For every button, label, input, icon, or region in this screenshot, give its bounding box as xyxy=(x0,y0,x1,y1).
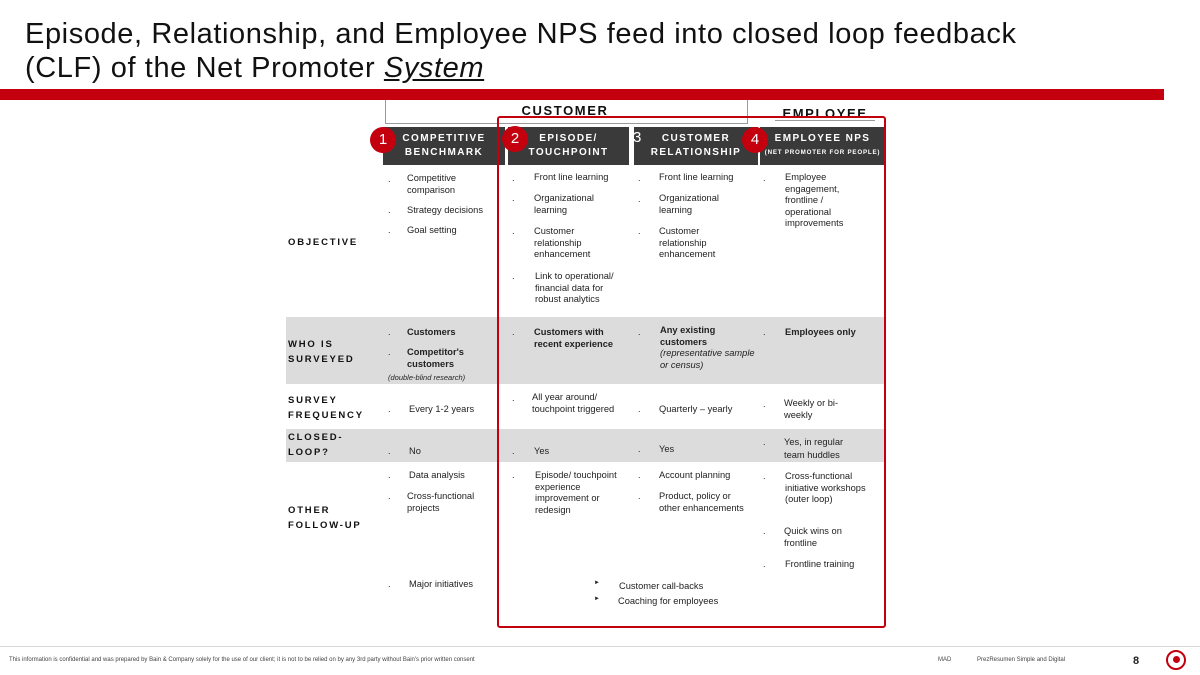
page-number: 8 xyxy=(1133,655,1140,667)
row-label-who-surveyed xyxy=(288,337,355,367)
dot-bullet-icon: . xyxy=(388,446,391,456)
employee-group-label: EMPLOYEE xyxy=(782,106,868,121)
dot-bullet-icon: . xyxy=(512,173,515,183)
objective-competitive-item: Competitive comparison xyxy=(407,173,457,195)
customer-group-label: CUSTOMER xyxy=(495,103,635,118)
dot-bullet-icon: . xyxy=(638,444,641,454)
frequency-employee-item: Weekly or bi-weekly xyxy=(784,398,839,420)
dot-bullet-icon: . xyxy=(388,327,391,337)
followup-shared-item: Customer call-backs xyxy=(619,581,704,591)
row-label-line: FOLLOW-UP xyxy=(288,520,362,531)
dot-bullet-icon: . xyxy=(638,327,641,337)
objective-relationship-item: Organizational learning xyxy=(659,193,719,215)
surveyed-relationship-text: Any existing customers xyxy=(660,325,716,347)
row-label-other-follow-up xyxy=(288,503,362,533)
dot-bullet-icon: . xyxy=(763,399,766,409)
followup-employee-item: Frontline training xyxy=(785,559,855,569)
dot-bullet-icon: . xyxy=(638,173,641,183)
dot-bullet-icon: . xyxy=(763,471,766,481)
dot-bullet-icon: . xyxy=(388,174,391,184)
row-label-line: SURVEY xyxy=(288,395,338,406)
followup-employee-item: Cross-functional initiative workshops (outer loop) xyxy=(785,471,866,504)
followup-employee-item: Quick wins on frontline xyxy=(784,526,842,548)
dot-bullet-icon: . xyxy=(512,470,515,480)
dot-bullet-icon: . xyxy=(638,404,641,414)
column-number-badge-1: 1 xyxy=(370,127,396,153)
customer-bracket-left xyxy=(385,100,386,124)
column-header-line: COMPETITIVE xyxy=(402,133,486,144)
row-label-line: LOOP? xyxy=(288,447,330,458)
dot-bullet-icon: . xyxy=(388,225,391,235)
objective-competitive-item: Strategy decisions xyxy=(407,205,483,215)
footer-disclaimer: This information is confidential and was prepared by Bain & Company solely for the use of our client; it is not to be relied on by any 3rd party without Bain's prior written consent xyxy=(9,657,475,663)
objective-episode-item: Link to operational/ financial data for robust analytics xyxy=(535,271,614,304)
footer-code: MAD xyxy=(938,657,952,663)
row-label-line: WHO IS xyxy=(288,339,334,350)
objective-employee-item: Employee engagement, frontline / operational improvements xyxy=(785,172,844,228)
surveyed-competitive-note: (double-blind research) xyxy=(388,373,466,382)
followup-competitive-item: Cross-functional projects xyxy=(407,491,475,513)
surveyed-episode-item: Customers with recent experience xyxy=(534,327,614,349)
bain-logo-icon xyxy=(1166,650,1186,670)
dot-bullet-icon: . xyxy=(388,470,391,480)
page-title-line-1: Episode, Relationship, and Employee NPS feed into closed loop feedback xyxy=(25,18,1017,50)
footer-document-name: PrezResumen Simple and Digital xyxy=(977,657,1066,663)
objective-relationship-item: Customer relationship enhancement xyxy=(659,226,716,259)
dot-bullet-icon: . xyxy=(512,393,515,403)
row-label-line: OTHER xyxy=(288,505,331,516)
closed-loop-relationship-item: Yes xyxy=(659,444,675,454)
row-label-line: FREQUENCY xyxy=(288,410,364,421)
row-label-objective: OBJECTIVE xyxy=(288,237,359,248)
closed-loop-episode-item: Yes xyxy=(534,446,550,456)
column-number-badge-3: 3 xyxy=(633,129,642,146)
objective-episode-item: Organizational learning xyxy=(534,193,594,215)
objective-episode-item: Customer relationship enhancement xyxy=(534,226,591,259)
dot-bullet-icon: . xyxy=(388,347,391,357)
followup-episode-item: Episode/ touchpoint experience improvement or redesign xyxy=(535,470,617,515)
dot-bullet-icon: . xyxy=(638,470,641,480)
row-label-line: CLOSED- xyxy=(288,432,344,443)
page-title-prefix: (CLF) of the Net Promoter xyxy=(25,52,384,84)
frequency-episode-item: All year around/ touchpoint triggered xyxy=(532,392,615,414)
column-header-line: CUSTOMER xyxy=(661,133,731,144)
column-header-line: TOUCHPOINT xyxy=(528,147,609,158)
followup-relationship-item: Product, policy or other enhancements xyxy=(659,491,744,513)
surveyed-relationship-note: (representative sample or census) xyxy=(660,348,755,370)
objective-relationship-item: Front line learning xyxy=(659,172,734,182)
footer-divider xyxy=(0,646,1200,647)
dot-bullet-icon: . xyxy=(388,404,391,414)
row-label-survey-frequency xyxy=(288,393,364,423)
column-number-badge-2: 2 xyxy=(502,126,528,152)
column-header-line: EMPLOYEE NPS xyxy=(774,133,871,144)
surveyed-competitive-item: Competitor's customers xyxy=(407,347,464,369)
page-title-emphasis: System xyxy=(383,52,485,84)
dot-bullet-icon: . xyxy=(763,327,766,337)
frequency-relationship-item: Quarterly – yearly xyxy=(659,404,733,414)
column-header-line: EPISODE/ xyxy=(539,133,598,144)
dot-bullet-icon: . xyxy=(638,194,641,204)
column-header-line: RELATIONSHIP xyxy=(650,147,742,158)
dot-bullet-icon: . xyxy=(388,491,391,501)
column-header-subline: (NET PROMOTER FOR PEOPLE) xyxy=(764,149,881,156)
dot-bullet-icon: . xyxy=(512,271,515,281)
dot-bullet-icon: . xyxy=(388,579,391,589)
row-label-closed-loop xyxy=(288,430,343,460)
column-header-line: BENCHMARK xyxy=(404,147,484,158)
logo-dot xyxy=(1173,656,1180,663)
followup-competitive-item: Major initiatives xyxy=(409,579,474,589)
followup-shared-item: Coaching for employees xyxy=(618,596,719,606)
column-header-competitive-benchmark xyxy=(383,127,505,165)
page-title-line-2 xyxy=(25,51,484,85)
dot-bullet-icon: . xyxy=(763,526,766,536)
dot-bullet-icon: . xyxy=(512,193,515,203)
objective-competitive-item: Goal setting xyxy=(407,225,457,235)
dot-bullet-icon: . xyxy=(638,491,641,501)
dot-bullet-icon: . xyxy=(512,226,515,236)
closed-loop-highlight-box xyxy=(497,116,886,628)
frequency-competitive-item: Every 1-2 years xyxy=(409,404,475,414)
dot-bullet-icon: . xyxy=(638,226,641,236)
dot-bullet-icon: . xyxy=(512,327,515,337)
column-number-badge-4: 4 xyxy=(742,127,768,153)
followup-competitive-item: Data analysis xyxy=(409,470,465,480)
closed-loop-competitive-item: No xyxy=(409,446,421,456)
surveyed-employee-item: Employees only xyxy=(785,327,856,337)
dot-bullet-icon: . xyxy=(512,446,515,456)
followup-relationship-item: Account planning xyxy=(659,470,731,480)
dot-bullet-icon: . xyxy=(388,205,391,215)
arrow-bullet-icon: ► xyxy=(594,580,600,586)
closed-loop-employee-item: Yes, in regular team huddles xyxy=(784,437,844,460)
title-divider xyxy=(0,89,1164,100)
dot-bullet-icon: . xyxy=(763,559,766,569)
row-label-line: SURVEYED xyxy=(288,354,355,365)
dot-bullet-icon: . xyxy=(763,437,766,447)
dot-bullet-icon: . xyxy=(763,173,766,183)
objective-episode-item: Front line learning xyxy=(534,172,609,182)
arrow-bullet-icon: ► xyxy=(594,596,600,602)
surveyed-competitive-item: Customers xyxy=(407,327,456,337)
